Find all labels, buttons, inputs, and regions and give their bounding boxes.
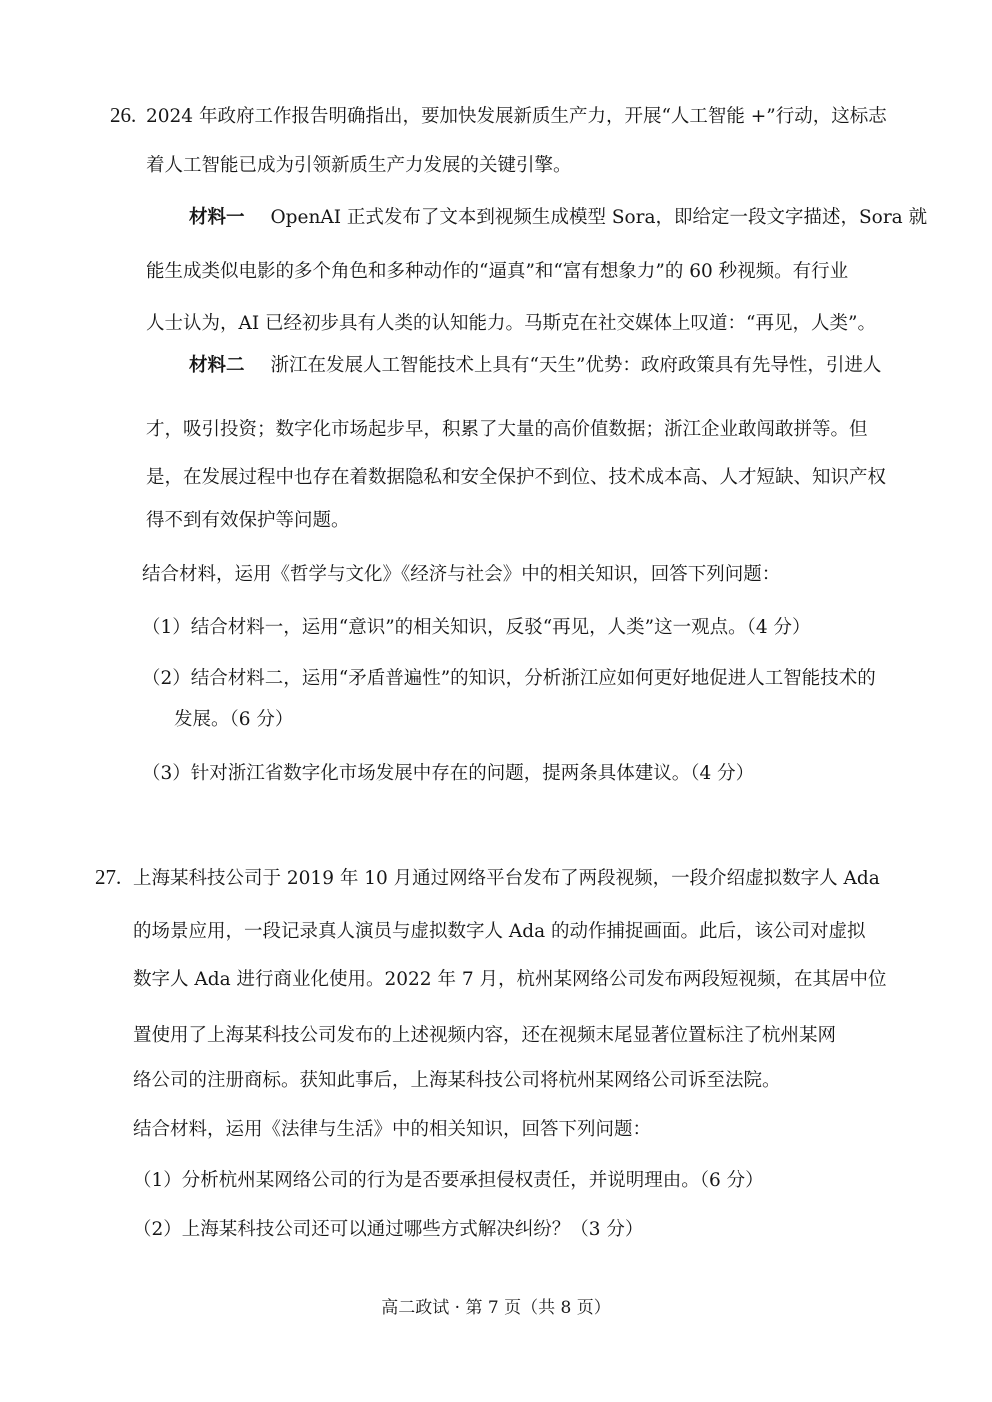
material-2-line2: 才，吸引投资；数字化市场起步早，积累了大量的高价值数据；浙江企业敢闯敢拼等。但 (146, 419, 868, 440)
question-26-sub1: （1）结合材料一，运用“意识”的相关知识，反驳“再见，人类”这一观点。（4 分） (142, 617, 811, 638)
material-2-label: 材料二 (189, 355, 245, 376)
question-26-intro-line1: 2024 年政府工作报告明确指出，要加快发展新质生产力，开展“人工智能 +”行动，这标志 (146, 106, 887, 127)
material-2-text: 浙江在发展人工智能技术上具有“天生”优势：政府政策具有先导性，引进人 (270, 355, 882, 376)
material-2-line1 (189, 353, 881, 379)
question-27-line2: 的场景应用，一段记录真人演员与虚拟数字人 Ada 的动作捕捉画面。此后，该公司对虚拟 (133, 921, 866, 942)
material-1-line1 (189, 205, 927, 231)
question-27-line1: 上海某科技公司于 2019 年 10 月通过网络平台发布了两段视频，一段介绍虚拟数字人 Ada (133, 868, 880, 889)
question-27-sub1: （1）分析杭州某网络公司的行为是否要承担侵权责任，并说明理由。（6 分） (133, 1170, 764, 1191)
material-2-line4: 得不到有效保护等问题。 (146, 510, 350, 531)
question-26-number: 26. (110, 103, 137, 127)
material-1-text: OpenAI 正式发布了文本到视频生成模型 Sora，即给定一段文字描述，Sora 就 (270, 207, 928, 228)
question-26-sub3: （3）针对浙江省数字化市场发展中存在的问题，提两条具体建议。（4 分） (142, 763, 755, 784)
question-27-number: 27. (95, 865, 122, 889)
question-26-instruction: 结合材料，运用《哲学与文化》《经济与社会》中的相关知识，回答下列问题： (142, 564, 781, 585)
question-27-instruction: 结合材料，运用《法律与生活》中的相关知识，回答下列问题： (133, 1119, 652, 1140)
question-26-intro-line2: 着人工智能已成为引领新质生产力发展的关键引擎。 (146, 155, 572, 176)
material-1-line3: 人士认为，AI 已经初步具有人类的认知能力。马斯克在社交媒体上叹道：“再见，人类”。 (146, 313, 876, 334)
page-footer: 高二政试 · 第 7 页（共 8 页） (381, 1298, 611, 1318)
material-1-line2: 能生成类似电影的多个角色和多种动作的“逼真”和“富有想象力”的 60 秒视频。有行业 (146, 261, 849, 282)
question-27-line5: 络公司的注册商标。获知此事后，上海某科技公司将杭州某网络公司诉至法院。 (133, 1070, 781, 1091)
material-2-line3: 是，在发展过程中也存在着数据隐私和安全保护不到位、技术成本高、人才短缺、知识产权 (146, 467, 887, 488)
question-27-sub2: （2）上海某科技公司还可以通过哪些方式解决纠纷？（3 分） (133, 1219, 644, 1240)
question-26-sub2-line2: 发展。（6 分） (174, 709, 294, 730)
question-27-line4: 置使用了上海某科技公司发布的上述视频内容，还在视频末尾显著位置标注了杭州某网 (133, 1025, 837, 1046)
question-26-sub2-line1: （2）结合材料二，运用“矛盾普遍性”的知识，分析浙江应如何更好地促进人工智能技术的 (142, 668, 876, 689)
question-27-line3: 数字人 Ada 进行商业化使用。2022 年 7 月，杭州某网络公司发布两段短视频，在其居中位 (133, 969, 887, 990)
material-1-label: 材料一 (189, 207, 245, 228)
